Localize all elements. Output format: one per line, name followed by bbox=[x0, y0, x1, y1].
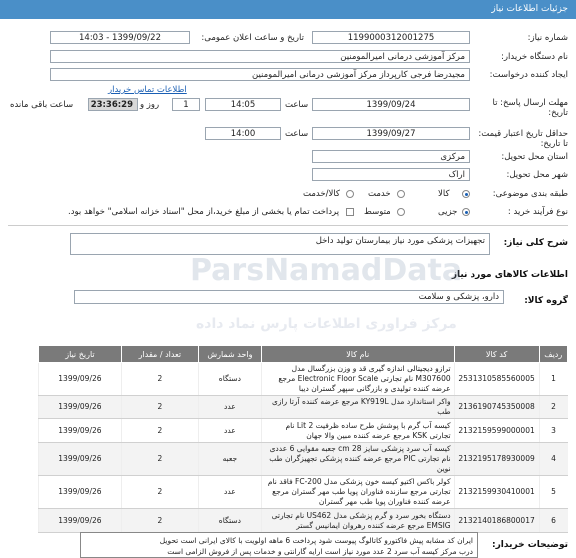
row-index: 1 bbox=[539, 363, 567, 396]
category-option-service: خدمت bbox=[368, 189, 391, 199]
process-option-minor: جزیی bbox=[438, 207, 458, 217]
row-code: 2132159599000001 bbox=[454, 419, 539, 443]
table-header-row bbox=[39, 346, 568, 363]
remaining-time-timer: 23:36:29 bbox=[88, 98, 138, 111]
need-summary-label: شرح کلی نیاز: bbox=[503, 238, 568, 248]
row-index: 6 bbox=[539, 509, 567, 533]
remaining-time-label: ساعت باقی مانده bbox=[10, 100, 74, 110]
price-validity-date: 1399/09/27 bbox=[312, 127, 470, 140]
goods-section-title: اطلاعات کالاهای مورد نیاز bbox=[451, 270, 568, 280]
need-summary-field: تجهیزات پزشکی مورد نیاز بیمارستان تولید داخل bbox=[70, 233, 490, 255]
need-number-field: 1199000312001275 bbox=[312, 31, 470, 44]
process-radio-medium[interactable] bbox=[397, 208, 405, 216]
table-row[interactable] bbox=[39, 476, 568, 509]
category-radio-service[interactable] bbox=[397, 190, 405, 198]
reply-deadline-label: مهلت ارسال پاسخ: تا تاریخ: bbox=[492, 98, 568, 118]
row-unit: دستگاه bbox=[199, 509, 262, 533]
row-qty: 2 bbox=[121, 396, 198, 419]
announce-datetime-field: 1399/09/22 - 14:03 bbox=[50, 31, 190, 44]
category-option-goods-service: کالا/خدمت bbox=[303, 189, 340, 199]
requester-field: مجیدرضا فرجی کارپرداز مرکز آموزشی درمانی امیرالمومنین bbox=[50, 68, 470, 81]
row-name: دستگاه بخور سرد و گرم پزشکی مدل US462 نام تجارتی EMSIG مرجع عرضه کننده رهروان ایمانیس گستر bbox=[261, 509, 454, 533]
items-table bbox=[38, 345, 568, 533]
row-code: 2132159930410001 bbox=[454, 476, 539, 509]
column-header-date: تاریخ نیاز bbox=[39, 346, 122, 363]
reply-deadline-time: 14:05 bbox=[205, 98, 281, 111]
table-row[interactable] bbox=[39, 443, 568, 476]
row-index: 3 bbox=[539, 419, 567, 443]
category-radio-goods[interactable] bbox=[462, 190, 470, 198]
city-label: شهر محل تحویل: bbox=[506, 170, 568, 180]
row-name: ترازو دیجیتالی اندازه گیری قد و وزن بزرگسال مدل M307600 نام تجارتی Electronic Floor Scale مرجع عرضه کننده تولیدی و بازرگانی سپهر گستران دیبا bbox=[261, 363, 454, 396]
divider bbox=[8, 225, 568, 226]
page-title: جزئیات اطلاعات نیاز bbox=[491, 4, 568, 14]
reply-deadline-date: 1399/09/24 bbox=[312, 98, 470, 111]
watermark-subtitle: مرکز فراوری اطلاعات پارس نماد داده bbox=[196, 316, 457, 332]
row-unit: جعبه bbox=[199, 443, 262, 476]
need-number-label: شماره نیاز: bbox=[527, 33, 568, 43]
days-label: روز و bbox=[140, 100, 160, 110]
row-code: 2132140186800017 bbox=[454, 509, 539, 533]
price-validity-label: حداقل تاریخ اعتبار قیمت: تا تاریخ: bbox=[478, 129, 568, 149]
row-name: کیسه آب گرم با پوشش طرح ساده ظرفیت 2 Lit نام تجارتی KSK مرجع عرضه کننده مبین والا جهان bbox=[261, 419, 454, 443]
row-qty: 2 bbox=[121, 509, 198, 533]
row-unit: دستگاه bbox=[199, 363, 262, 396]
row-qty: 2 bbox=[121, 363, 198, 396]
row-index: 2 bbox=[539, 396, 567, 419]
row-index: 4 bbox=[539, 443, 567, 476]
city-field: اراک bbox=[312, 168, 470, 181]
row-date: 1399/09/26 bbox=[39, 509, 122, 533]
row-unit: عدد bbox=[199, 419, 262, 443]
row-unit: عدد bbox=[199, 476, 262, 509]
column-header-name: نام کالا bbox=[261, 346, 454, 363]
buyer-contact-link[interactable]: اطلاعات تماس خریدار bbox=[108, 85, 187, 95]
column-header-code: کد کالا bbox=[454, 346, 539, 363]
buyer-notes-line: ایران کد مشابه پیش فاکتورو کاتالوگ پیوست شود پرداخت 6 ماهه اولویت با کالای ایرانی است تحویل bbox=[159, 536, 473, 545]
buyer-org-field: مرکز آموزشی درمانی امیرالمومنین bbox=[50, 50, 470, 63]
row-unit: عدد bbox=[199, 396, 262, 419]
reply-time-label: ساعت bbox=[285, 100, 309, 110]
watermark-brand: ParsNamadData bbox=[190, 253, 463, 288]
column-header-unit: واحد شمارش bbox=[199, 346, 262, 363]
row-name: کولر باکس اکتیو کیسه خون پزشکی مدل FC-200 فاقد نام تجارتی مرجع سازنده فناوران پویا طب مهر گستران مرجع عرضه کننده فناوران پویا طب مهر گستران bbox=[261, 476, 454, 509]
buyer-notes-box bbox=[80, 532, 478, 558]
requester-label: ایجاد کننده درخواست: bbox=[489, 70, 568, 80]
buyer-notes-label: توضیحات خریدار: bbox=[492, 540, 568, 550]
purchase-process-label: نوع فرآیند خرید : bbox=[507, 207, 568, 217]
process-radio-minor[interactable] bbox=[462, 208, 470, 216]
column-header-qty: تعداد / مقدار bbox=[121, 346, 198, 363]
row-name: کیسه آب سرد پزشکی سایز 28 cm جعبه مقوایی 6 عددی نام تجارتی PIC مرجع عرضه کننده پزشکی تجهیزگران طب نوین bbox=[261, 443, 454, 476]
category-radio-goods-service[interactable] bbox=[346, 190, 354, 198]
treasury-payment-checkbox[interactable] bbox=[346, 208, 354, 216]
row-code: 2531310585560005 bbox=[454, 363, 539, 396]
column-header-index: ردیف bbox=[539, 346, 567, 363]
table-row[interactable] bbox=[39, 396, 568, 419]
table-row[interactable] bbox=[39, 419, 568, 443]
row-date: 1399/09/26 bbox=[39, 419, 122, 443]
row-date: 1399/09/26 bbox=[39, 396, 122, 419]
row-date: 1399/09/26 bbox=[39, 363, 122, 396]
province-field: مرکزی bbox=[312, 150, 470, 163]
row-qty: 2 bbox=[121, 443, 198, 476]
category-label: طبقه بندی موضوعی: bbox=[492, 189, 568, 199]
row-code: 2136190745350008 bbox=[454, 396, 539, 419]
buyer-org-label: نام دستگاه خریدار: bbox=[501, 52, 568, 62]
row-name: واکر استاندارد مدل KY919L مرجع عرضه کننده آرتا رازی طب bbox=[261, 396, 454, 419]
goods-group-field: دارو، پزشکی و سلامت bbox=[74, 290, 504, 304]
row-date: 1399/09/26 bbox=[39, 476, 122, 509]
row-qty: 2 bbox=[121, 419, 198, 443]
table-row[interactable] bbox=[39, 509, 568, 533]
validity-time-label: ساعت bbox=[285, 129, 309, 139]
table-row[interactable] bbox=[39, 363, 568, 396]
row-qty: 2 bbox=[121, 476, 198, 509]
treasury-payment-note: پرداخت تمام یا بخشی از مبلغ خرید،از محل "اسناد خزانه اسلامی" خواهد بود. bbox=[68, 207, 340, 217]
row-index: 5 bbox=[539, 476, 567, 509]
announce-datetime-label: تاریخ و ساعت اعلان عمومی: bbox=[201, 33, 304, 43]
goods-group-label: گروه کالا: bbox=[524, 296, 568, 306]
row-code: 2132195178930009 bbox=[454, 443, 539, 476]
province-label: استان محل تحویل: bbox=[501, 152, 568, 162]
page-header bbox=[0, 0, 576, 19]
days-remaining-field: 1 bbox=[172, 98, 200, 111]
category-option-goods: کالا bbox=[438, 189, 450, 199]
buyer-notes-line: درب مرکز کیسه آب سرد 2 عدد مورد نیاز است ارایه گارانتی و خدمات پس از فروش الزامی است bbox=[167, 547, 473, 556]
price-validity-time: 14:00 bbox=[205, 127, 281, 140]
process-option-medium: متوسط bbox=[364, 207, 391, 217]
row-date: 1399/09/26 bbox=[39, 443, 122, 476]
